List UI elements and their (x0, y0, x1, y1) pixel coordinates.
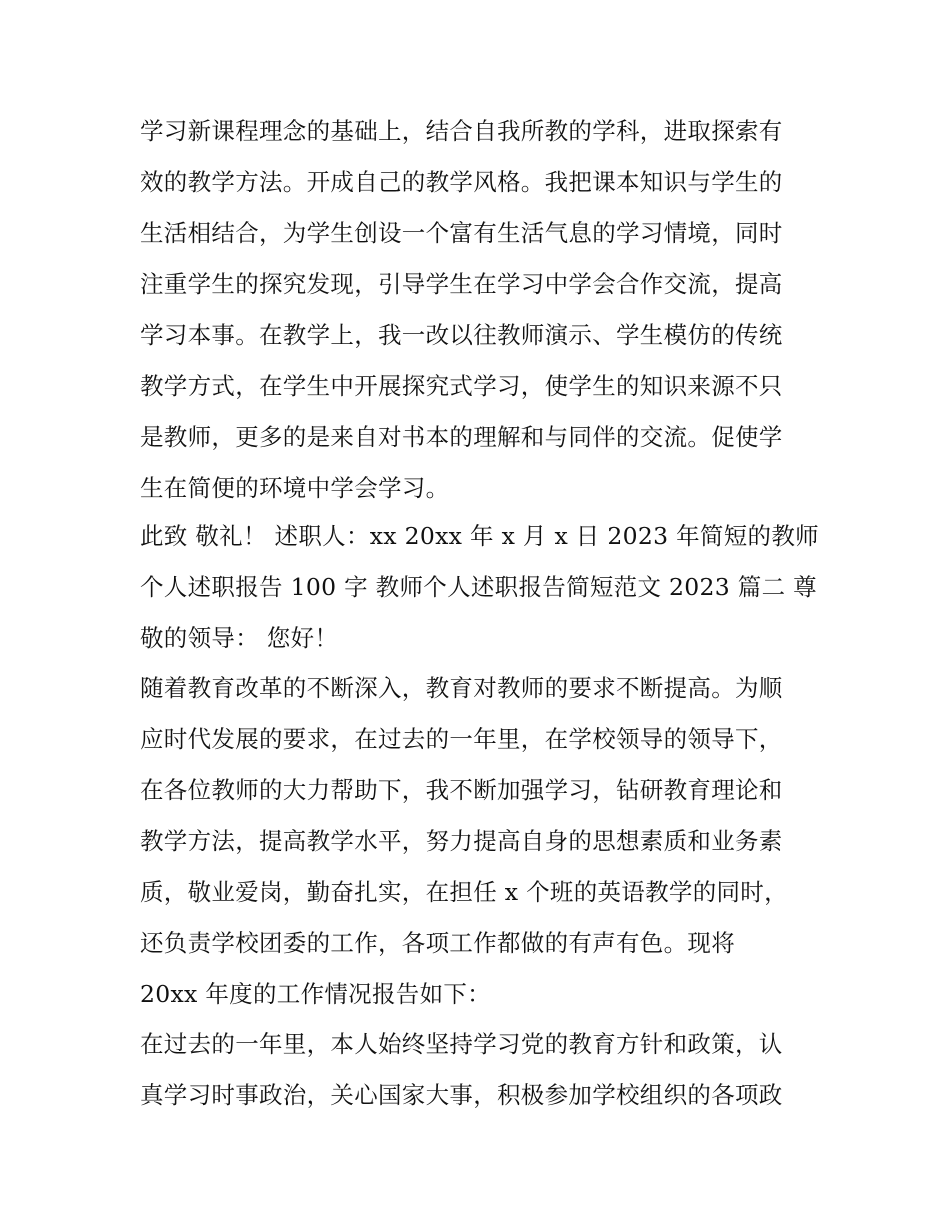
text-line: 随着教育改革的不断深入，教育对教师的要求不断提高。为顺 (140, 674, 783, 702)
paragraph-1 (140, 106, 820, 514)
paragraph-3 (140, 663, 820, 1020)
text-line: 效的教学方法。开成自己的教学风格。我把课本知识与学生的 (140, 168, 783, 196)
text-line: 还负责学校团委的工作，各项工作都做的有声有色。现将 (140, 929, 735, 957)
paragraph-4 (140, 1019, 820, 1121)
text-line: 是教师，更多的是来自对书本的理解和与同伴的交流。促使学 (140, 423, 783, 451)
text-line: 学习新课程理念的基础上，结合自我所教的学科，进取探索有 (140, 117, 783, 145)
text-line: 教学方式，在学生中开展探究式学习，使学生的知识来源不只 (140, 372, 783, 400)
text-line: 此致 敬礼！ 述职人：xx 20xx 年 x 月 x 日 2023 年简短的教师 (140, 522, 819, 550)
text-line: 个人述职报告 100 字 教师个人述职报告简短范文 2023 篇二 尊 (140, 573, 817, 601)
text-line: 在过去的一年里，本人始终坚持学习党的教育方针和政策，认 (140, 1030, 783, 1058)
text-line: 应时代发展的要求，在过去的一年里，在学校领导的领导下， (140, 725, 783, 753)
text-line: 敬的领导： 您好！ (140, 624, 339, 652)
text-line: 学习本事。在教学上，我一改以往教师演示、学生模仿的传统 (140, 321, 783, 349)
paragraph-2 (140, 511, 820, 664)
text-line: 质，敬业爱岗，勤奋扎实，在担任 x 个班的英语教学的同时， (140, 878, 788, 906)
text-line: 20xx 年度的工作情况报告如下： (140, 980, 491, 1008)
text-line: 教学方法，提高教学水平，努力提高自身的思想素质和业务素 (140, 827, 783, 855)
text-line: 注重学生的探究发现，引导学生在学习中学会合作交流，提高 (140, 270, 783, 298)
text-line: 生活相结合，为学生创设一个富有生活气息的学习情境，同时 (140, 219, 783, 247)
text-line: 在各位教师的大力帮助下，我不断加强学习，钻研教育理论和 (140, 776, 783, 804)
text-line: 真学习时事政治，关心国家大事，积极参加学校组织的各项政 (140, 1081, 783, 1109)
text-line: 生在简便的环境中学会学习。 (140, 474, 450, 502)
